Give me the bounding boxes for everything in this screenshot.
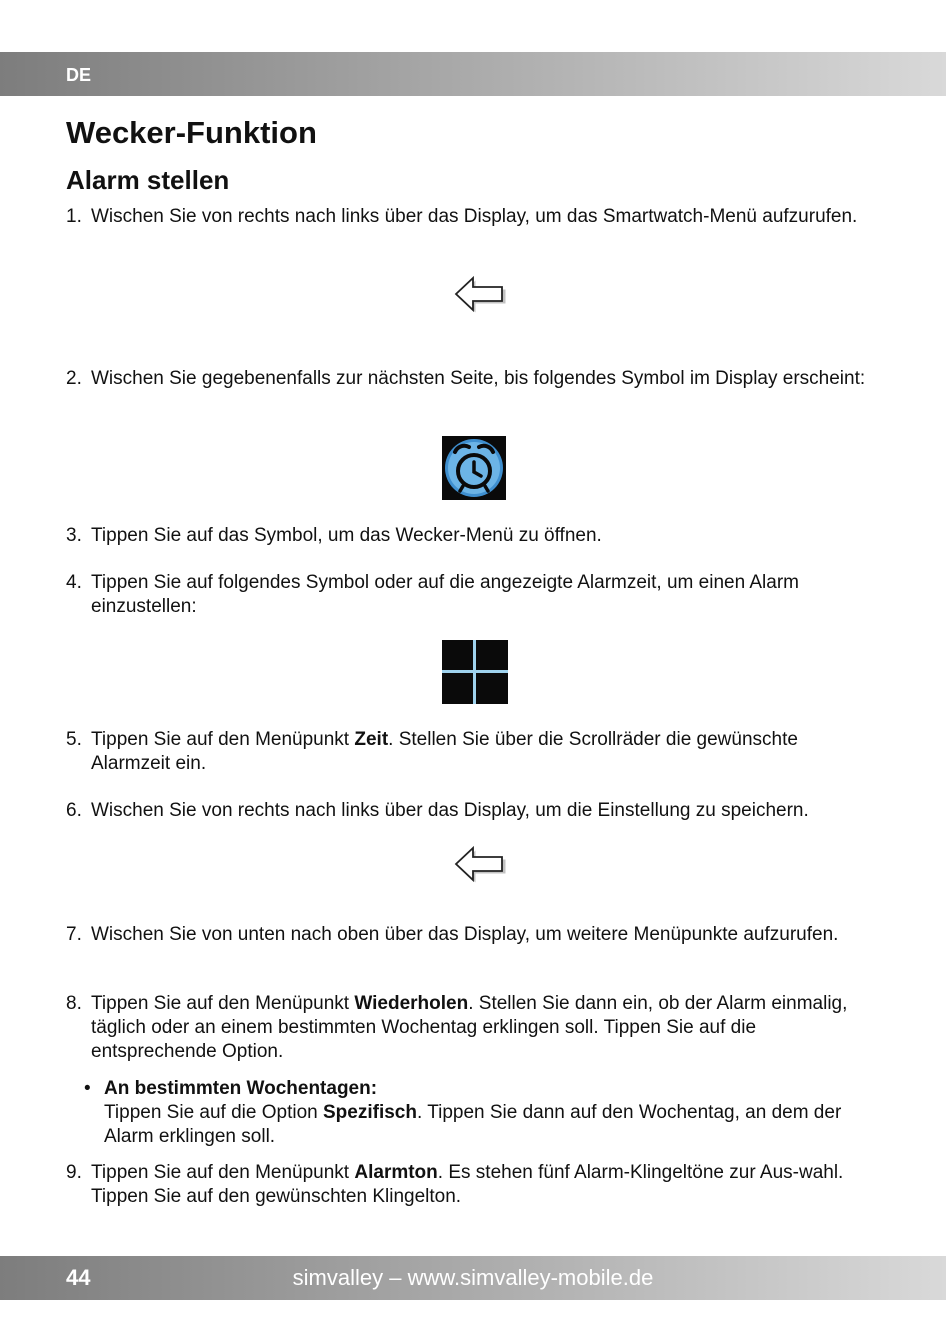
step-text: Tippen Sie auf das Symbol, um das Wecker-Menü zu öffnen. xyxy=(91,525,602,546)
plus-icon xyxy=(442,640,508,704)
step-number: 6. xyxy=(66,800,82,821)
step-number: 8. xyxy=(66,993,82,1014)
step-7 xyxy=(66,923,866,947)
step-text: Wischen Sie gegebenenfalls zur nächsten Seite, bis folgendes Symbol im Display erscheint: xyxy=(91,368,866,389)
step-text: Tippen Sie auf den Menüpunkt Wiederholen. Stellen Sie dann ein, ob der Alarm einmalig, täglich oder an einem bestimmten Wochentag erklingen soll. Tippen Sie auf die entsprechende Option. xyxy=(91,993,848,1062)
step-number: 4. xyxy=(66,572,82,593)
section-title: Alarm stellen xyxy=(66,165,230,195)
bullet-item xyxy=(84,1077,874,1149)
step-8 xyxy=(66,992,866,1064)
step-text: Wischen Sie von rechts nach links über das Display, um das Smartwatch-Menü aufzurufen. xyxy=(91,206,858,227)
bullet-heading: An bestimmten Wochentagen: xyxy=(104,1078,378,1099)
bullet-text: An bestimmten Wochentagen: Tippen Sie auf die Option Spezifisch. Tippen Sie dann auf den Wochentag, an dem der Alarm erklingen soll. xyxy=(104,1078,842,1147)
step-number: 7. xyxy=(66,924,82,945)
language-label: DE xyxy=(66,65,92,85)
step-6 xyxy=(66,799,866,823)
step-2 xyxy=(66,367,866,391)
step-text: Wischen Sie von unten nach oben über das Display, um weitere Menüpunkte aufzurufen. xyxy=(91,924,839,945)
page-number: 44 xyxy=(66,1265,91,1290)
footer-text: simvalley – www.simvalley-mobile.de xyxy=(292,1265,654,1290)
footer-band xyxy=(0,1256,946,1300)
swipe-left-arrow-icon xyxy=(452,846,508,884)
step-number: 1. xyxy=(66,206,82,227)
step-text: Tippen Sie auf folgendes Symbol oder auf die angezeigte Alarmzeit, um einen Alarm einzustellen: xyxy=(91,572,799,617)
header-band xyxy=(0,52,946,96)
step-number: 2. xyxy=(66,368,82,389)
bullet-dot: • xyxy=(84,1078,91,1099)
step-9 xyxy=(66,1161,866,1209)
step-text: Wischen Sie von rechts nach links über das Display, um die Einstellung zu speichern. xyxy=(91,800,809,821)
step-number: 3. xyxy=(66,525,82,546)
step-3 xyxy=(66,524,866,548)
step-4 xyxy=(66,571,866,619)
step-text: Tippen Sie auf den Menüpunkt Zeit. Stellen Sie über die Scrollräder die gewünschte Alarmzeit ein. xyxy=(91,729,798,774)
step-number: 9. xyxy=(66,1162,82,1183)
step-1 xyxy=(66,205,866,229)
step-number: 5. xyxy=(66,729,82,750)
swipe-left-arrow-icon xyxy=(452,276,508,314)
alarm-clock-icon xyxy=(442,436,506,500)
page-title: Wecker-Funktion xyxy=(66,115,317,150)
step-5 xyxy=(66,728,866,776)
step-text: Tippen Sie auf den Menüpunkt Alarmton. Es stehen fünf Alarm-Klingeltöne zur Aus-wahl. Tippen Sie auf den gewünschten Klingelton. xyxy=(91,1162,844,1207)
